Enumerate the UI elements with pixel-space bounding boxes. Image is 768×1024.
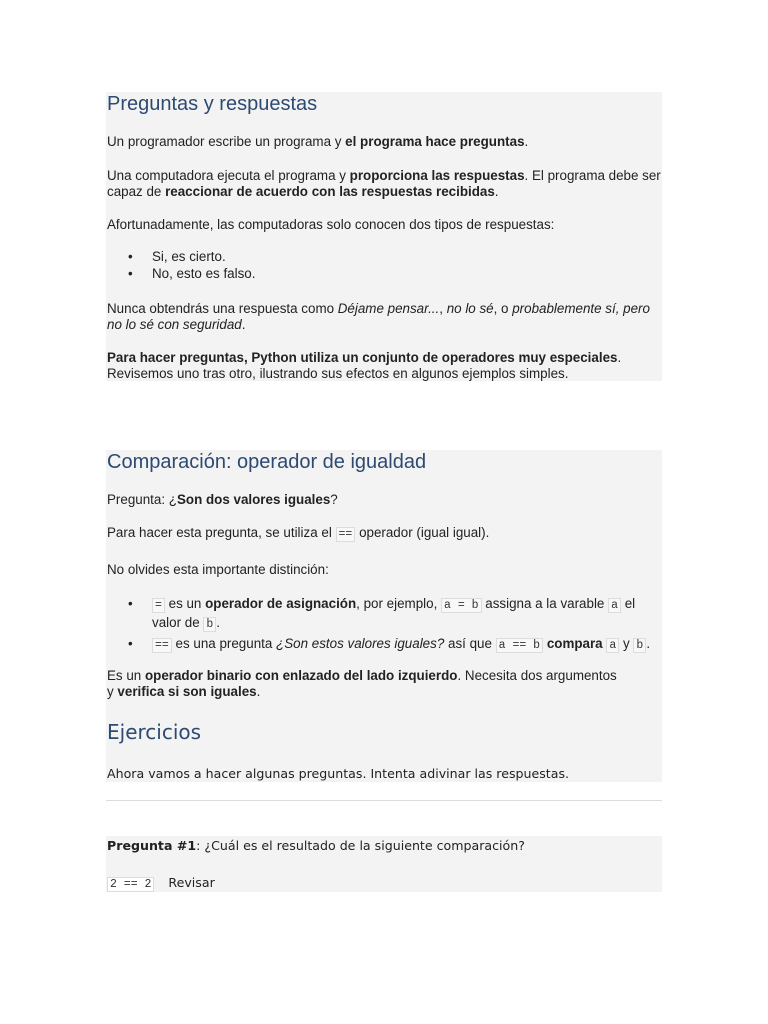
list-item: • No, esto es falso.	[128, 265, 256, 281]
answers-list	[106, 249, 662, 282]
revisar-button[interactable]: Revisar	[168, 875, 215, 890]
code-expression: 2 == 2	[107, 877, 154, 892]
paragraph-python-operadores: Para hacer preguntas, Python utiliza un conjunto de operadores muy especiales. Revisemos uno tras otro, ilustrando sus efectos en algunos ejemplos simples.	[107, 350, 622, 381]
code-equality: ==	[152, 638, 172, 653]
bullet-icon: •	[128, 596, 133, 611]
code-equality: ==	[336, 527, 356, 542]
question-label: Pregunta #1	[107, 838, 197, 853]
bullet-icon: •	[128, 265, 133, 281]
paragraph-no-olvides: No olvides esta importante distinción:	[107, 562, 329, 577]
paragraph-afortunadamente: Afortunadamente, las computadoras solo conocen dos tipos de respuestas:	[107, 217, 555, 232]
paragraph-computadora: Una computadora ejecuta el programa y proporciona las respuestas. El programa debe ser capaz de reaccionar de acuerdo con las respuestas recibidas.	[107, 168, 661, 199]
question-text: Pregunta #1: ¿Cuál es el resultado de la siguiente comparación?	[107, 838, 525, 853]
code-a: a	[606, 638, 619, 653]
code-a: a	[608, 598, 621, 613]
section-title-ejercicios: Ejercicios	[107, 720, 202, 744]
list-item: • = es un operador de asignación, por ejemplo, a = b assigna a la varable a el valor de b .	[128, 596, 636, 631]
code-b: b	[633, 638, 646, 653]
paragraph-ejercicios: Ahora vamos a hacer algunas preguntas. Intenta adivinar las respuestas.	[107, 766, 570, 781]
divider	[106, 800, 662, 801]
section-preguntas-respuestas	[106, 92, 662, 381]
list-item: • == es una pregunta ¿Son estos valores iguales? así que a == b compara a y b .	[128, 636, 651, 652]
section-comparacion	[106, 450, 662, 782]
section-title-preguntas: Preguntas y respuestas	[107, 93, 318, 115]
distinction-list	[106, 596, 662, 655]
list-item: • Si, es cierto.	[128, 249, 226, 264]
question-code-row	[107, 875, 662, 893]
code-a-equals-b: a == b	[496, 638, 543, 653]
code-a-assign-b: a = b	[441, 598, 482, 613]
paragraph-programador: Un programador escribe un programa y el programa hace preguntas.	[107, 134, 529, 149]
paragraph-nunca: Nunca obtendrás una respuesta como Déjame pensar..., no lo sé, o probablemente sí, pero no lo sé con seguridad.	[107, 301, 650, 332]
bullet-icon: •	[128, 249, 133, 264]
code-b: b	[203, 617, 216, 632]
question-card	[106, 836, 662, 892]
bullet-icon: •	[128, 636, 133, 651]
code-assign: =	[152, 598, 165, 613]
paragraph-operador-binario: Es un operador binario con enlazado del lado izquierdo. Necesita dos argumentos y verifica si son iguales.	[107, 668, 617, 699]
section-title-comparacion: Comparación: operador de igualdad	[107, 451, 427, 473]
paragraph-pregunta: Pregunta: ¿Son dos valores iguales?	[107, 492, 338, 507]
paragraph-hacer-pregunta: Para hacer esta pregunta, se utiliza el == operador (igual igual).	[107, 525, 490, 541]
